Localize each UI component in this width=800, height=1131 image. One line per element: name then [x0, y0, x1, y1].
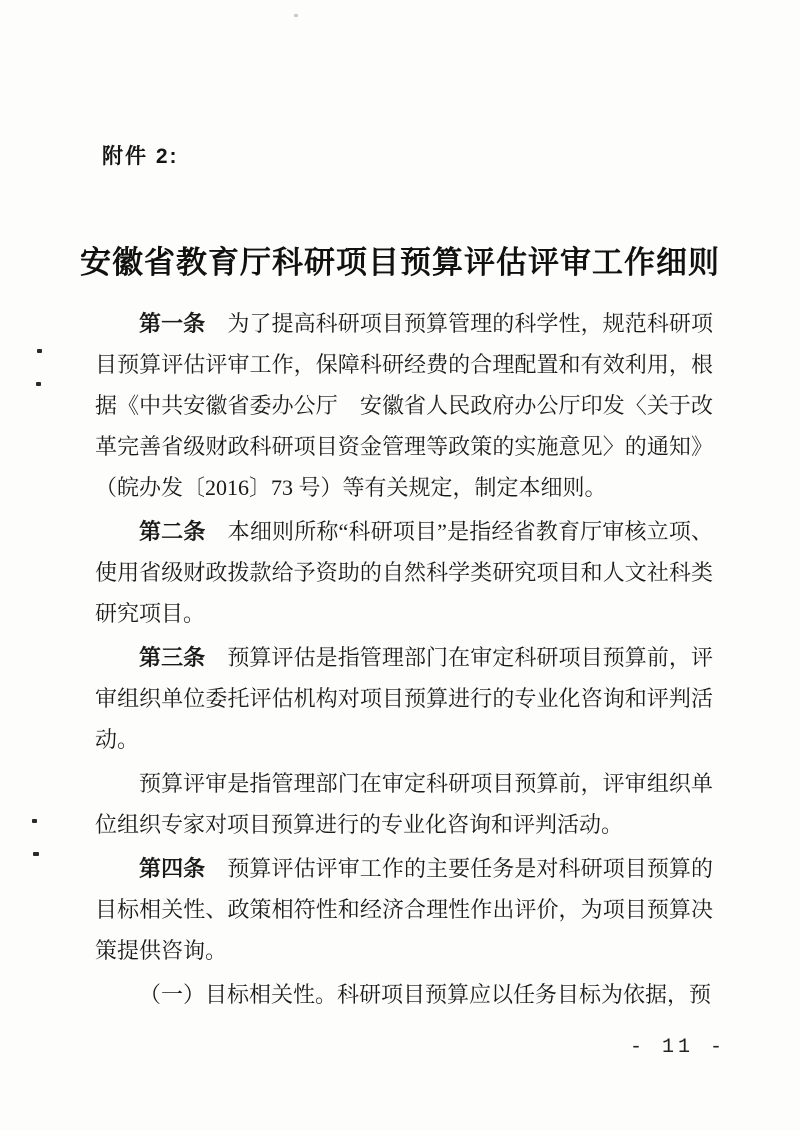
scan-speck: [32, 819, 37, 823]
article-number: 第二条: [139, 519, 206, 544]
page-number: - 11 -: [630, 1036, 727, 1059]
paragraph-article-4: [95, 848, 713, 971]
scan-speck: [33, 852, 39, 856]
document-body: [95, 303, 713, 1018]
article-number: 第三条: [139, 645, 206, 670]
paragraph-text: （一）目标相关性。科研项目预算应以任务目标为依据，预: [139, 982, 712, 1007]
article-number: 第四条: [139, 856, 206, 881]
article-number: 第一条: [139, 311, 206, 336]
paragraph-text: 本细则所称“科研项目”是指经省教育厅审核立项、使用省级财政拨款给予资助的自然科学类研究项目和人文社科类研究项目。: [95, 519, 713, 626]
paragraph-text: 预算评估评审工作的主要任务是对科研项目预算的目标相关性、政策相符性和经济合理性作出评价，为项目预算决策提供咨询。: [95, 856, 713, 963]
paragraph-text: 为了提高科研项目预算管理的科学性，规范科研项目预算评估评审工作，保障科研经费的合理配置和有效利用，根据《中共安徽省委办公厅 安徽省人民政府办公厅印发〈关于改革完善省级财政科研项目资金管理等政策的实施意见〉的通知》（皖办发〔2016〕73 号）等有关规定，制定本细则。: [95, 311, 713, 500]
scan-speck: [36, 382, 41, 386]
paragraph-item-1: [95, 974, 713, 1015]
paragraph-article-1: [95, 303, 713, 508]
attachment-label: 附件 2:: [102, 145, 179, 168]
paragraph-text: 预算评估是指管理部门在审定科研项目预算前，评审组织单位委托评估机构对项目预算进行的专业化咨询和评判活动。: [95, 645, 713, 752]
paragraph-budget-review: [95, 763, 713, 845]
paragraph-article-2: [95, 511, 713, 634]
document-title: 安徽省教育厅科研项目预算评估评审工作细则: [80, 244, 720, 280]
scan-speck: [37, 349, 42, 353]
paragraph-text: 预算评审是指管理部门在审定科研项目预算前，评审组织单位组织专家对项目预算进行的专业化咨询和评判活动。: [95, 771, 713, 837]
scan-speck: [294, 14, 298, 17]
paragraph-article-3: [95, 637, 713, 760]
